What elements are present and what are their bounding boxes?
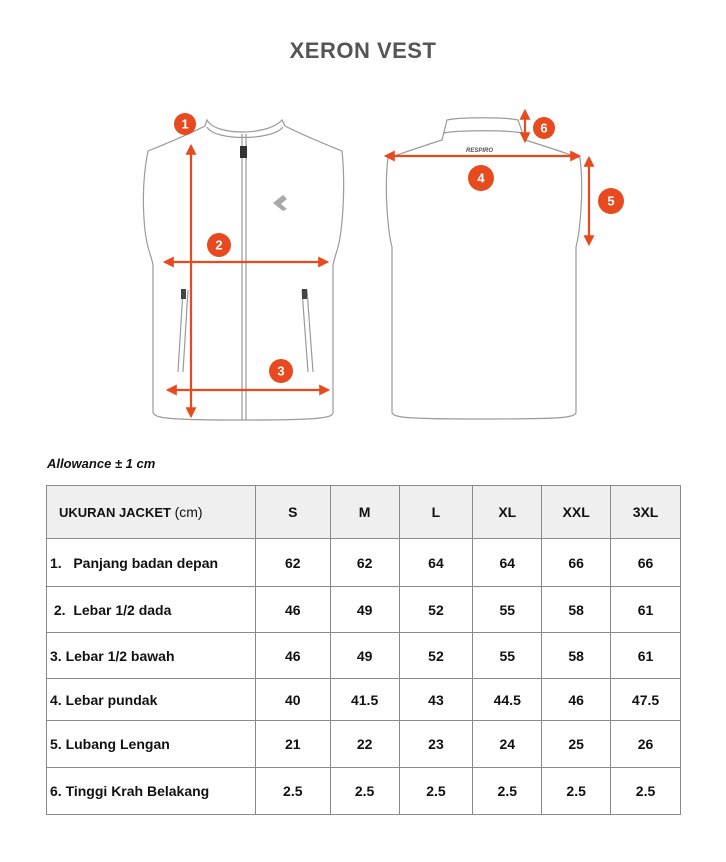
row-label: 5. Lubang Lengan <box>47 721 256 768</box>
table-row <box>47 633 681 679</box>
table-cell: 62 <box>255 539 330 587</box>
table-cell: 55 <box>473 587 542 633</box>
size-header-m: M <box>330 486 399 539</box>
table-cell: 58 <box>542 587 611 633</box>
row-label: 2. Lebar 1/2 dada <box>47 587 256 633</box>
size-header-l: L <box>399 486 473 539</box>
measure-marker-6 <box>533 117 555 139</box>
table-cell: 24 <box>473 721 542 768</box>
table-cell: 22 <box>330 721 399 768</box>
table-cell: 2.5 <box>473 768 542 815</box>
table-row <box>47 679 681 721</box>
table-cell: 2.5 <box>255 768 330 815</box>
header-unit: (cm) <box>174 504 203 520</box>
table-cell: 23 <box>399 721 473 768</box>
table-cell: 2.5 <box>542 768 611 815</box>
size-chart-table <box>46 485 681 815</box>
svg-text:2: 2 <box>215 237 223 253</box>
size-header-3xl: 3XL <box>611 486 681 539</box>
allowance-note: Allowance ± 1 cm <box>47 456 156 471</box>
table-cell: 66 <box>611 539 681 587</box>
table-cell: 61 <box>611 587 681 633</box>
table-cell: 58 <box>542 633 611 679</box>
table-cell: 52 <box>399 633 473 679</box>
table-cell: 46 <box>255 587 330 633</box>
table-header-row <box>47 486 681 539</box>
brand-label: RESPIRO <box>466 148 494 154</box>
table-cell: 43 <box>399 679 473 721</box>
pocket-zipper-left-icon <box>181 289 186 299</box>
table-row <box>47 721 681 768</box>
vest-front-outline <box>143 120 343 420</box>
table-cell: 2.5 <box>611 768 681 815</box>
svg-text:1: 1 <box>181 116 189 132</box>
table-cell: 25 <box>542 721 611 768</box>
table-row <box>47 539 681 587</box>
measure-marker-1 <box>174 113 196 135</box>
table-cell: 52 <box>399 587 473 633</box>
table-cell: 49 <box>330 633 399 679</box>
table-cell: 64 <box>473 539 542 587</box>
size-header-xl: XL <box>473 486 542 539</box>
svg-text:5: 5 <box>607 193 615 209</box>
table-cell: 26 <box>611 721 681 768</box>
table-cell: 21 <box>255 721 330 768</box>
page-title: XERON VEST <box>289 38 437 63</box>
measure-marker-3 <box>269 359 293 383</box>
table-cell: 47.5 <box>611 679 681 721</box>
row-label: 1. Panjang badan depan <box>47 539 256 587</box>
table-cell: 49 <box>330 587 399 633</box>
brand-logo-icon <box>273 195 287 211</box>
size-header-xxl: XXL <box>542 486 611 539</box>
svg-text:3: 3 <box>277 363 285 379</box>
measure-marker-2 <box>207 233 231 257</box>
table-cell: 2.5 <box>399 768 473 815</box>
row-label: 3. Lebar 1/2 bawah <box>47 633 256 679</box>
table-cell: 40 <box>255 679 330 721</box>
table-cell: 62 <box>330 539 399 587</box>
header-label-cell <box>47 486 256 539</box>
table-cell: 2.5 <box>330 768 399 815</box>
table-cell: 61 <box>611 633 681 679</box>
svg-text:4: 4 <box>477 170 485 186</box>
table-cell: 66 <box>542 539 611 587</box>
size-header-s: S <box>255 486 330 539</box>
measure-marker-5 <box>598 188 624 214</box>
table-cell: 46 <box>255 633 330 679</box>
table-cell: 46 <box>542 679 611 721</box>
vest-back-outline <box>386 118 581 419</box>
measure-marker-4 <box>468 165 494 191</box>
header-label: UKURAN JACKET <box>59 505 171 520</box>
table-row <box>47 768 681 815</box>
table-cell: 64 <box>399 539 473 587</box>
svg-text:6: 6 <box>540 120 548 136</box>
row-label: 6. Tinggi Krah Belakang <box>47 768 256 815</box>
row-label: 4. Lebar pundak <box>47 679 256 721</box>
table-row <box>47 587 681 633</box>
zipper-pull-icon <box>240 146 247 158</box>
table-cell: 44.5 <box>473 679 542 721</box>
table-cell: 41.5 <box>330 679 399 721</box>
table-cell: 55 <box>473 633 542 679</box>
pocket-zipper-right-icon <box>302 289 307 299</box>
